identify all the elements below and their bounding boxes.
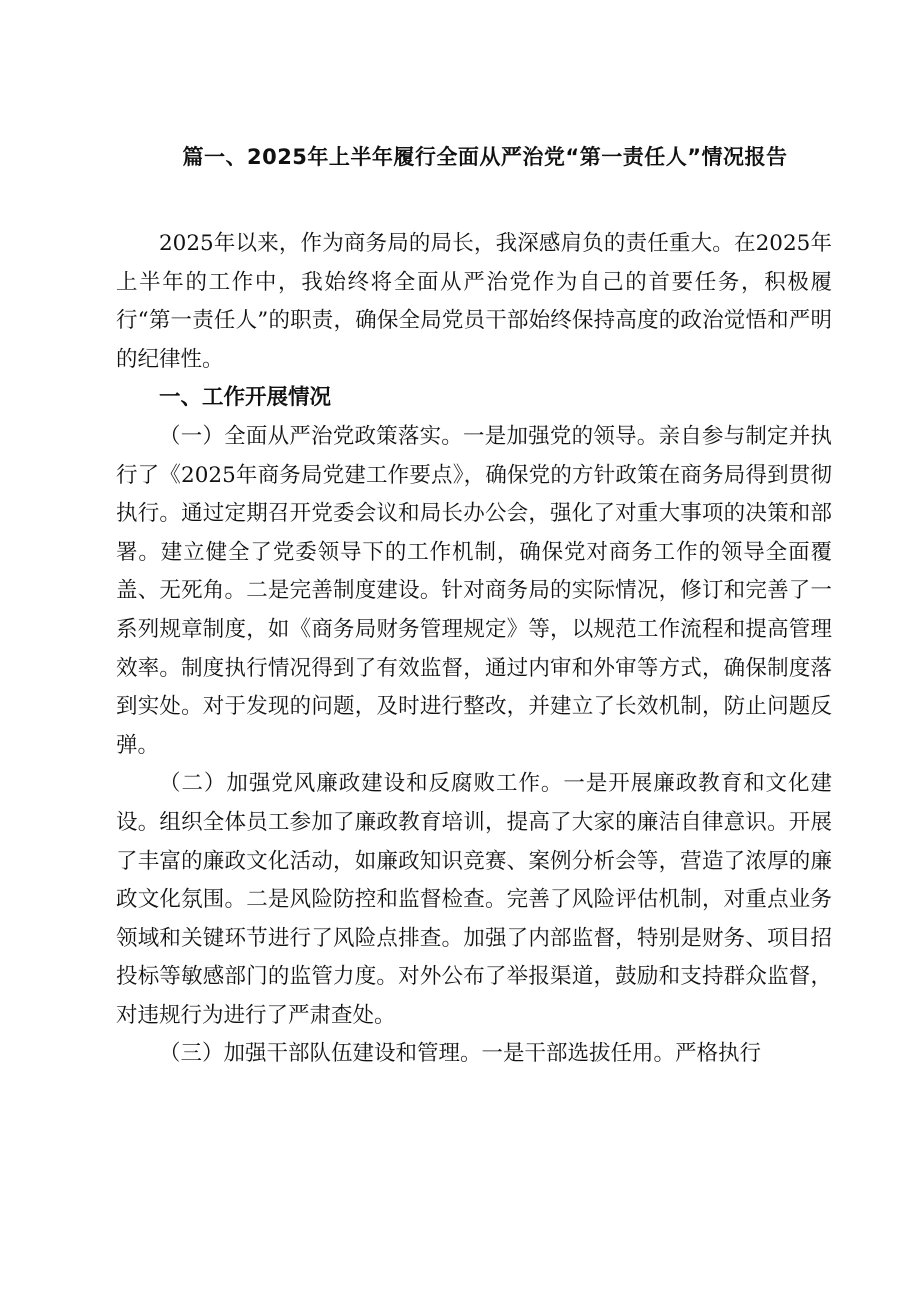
document-body [116, 225, 832, 1074]
document-title: 篇一、2025年上半年履行全面从严治党“第一责任人”情况报告 [182, 145, 788, 169]
paragraph-2: （二）加强党风廉政建设和反腐败工作。一是开展廉政教育和文化建设。组织全体员工参加了廉政教育培训，提高了大家的廉洁自律意识。开展了丰富的廉政文化活动，如廉政知识竞赛、案例分析会等，营造了浓厚的廉政文化氛围。二是风险防控和监督检查。完善了风险评估机制，对重点业务领域和关键环节进行了风险点排查。加强了内部监督，特别是财务、项目招投标等敏感部门的监管力度。对外公布了举报渠道，鼓励和支持群众监督，对违规行为进行了严肃查处。 [116, 771, 832, 1028]
paragraph-3: （三）加强干部队伍建设和管理。一是干部选拔任用。严格执行 [159, 1041, 762, 1067]
section-heading: 一、工作开展情况 [159, 385, 332, 411]
paragraph-1: （一）全面从严治党政策落实。一是加强党的领导。亲自参与制定并执行了《2025年商务局党建工作要点》，确保党的方针政策在商务局得到贯彻执行。通过定期召开党委会议和局长办公会，强化了对重大事项的决策和部署。建立健全了党委领导下的工作机制，确保党对商务工作的领导全面覆盖、无死角。二是完善制度建设。针对商务局的实际情况，修订和完善了一系列规章制度，如《商务局财务管理规定》等，以规范工作流程和提高管理效率。制度执行情况得到了有效监督，通过内审和外审等方式，确保制度落到实处。对于发现的问题，及时进行整改，并建立了长效机制，防止问题反弹。 [116, 423, 832, 758]
intro-paragraph: 2025年以来，作为商务局的局长，我深感肩负的责任重大。在2025年上半年的工作中，我始终将全面从严治党作为自己的首要任务，积极履行“第一责任人”的职责，确保全局党员干部始终保持高度的政治觉悟和严明的纪律性。 [116, 231, 832, 372]
